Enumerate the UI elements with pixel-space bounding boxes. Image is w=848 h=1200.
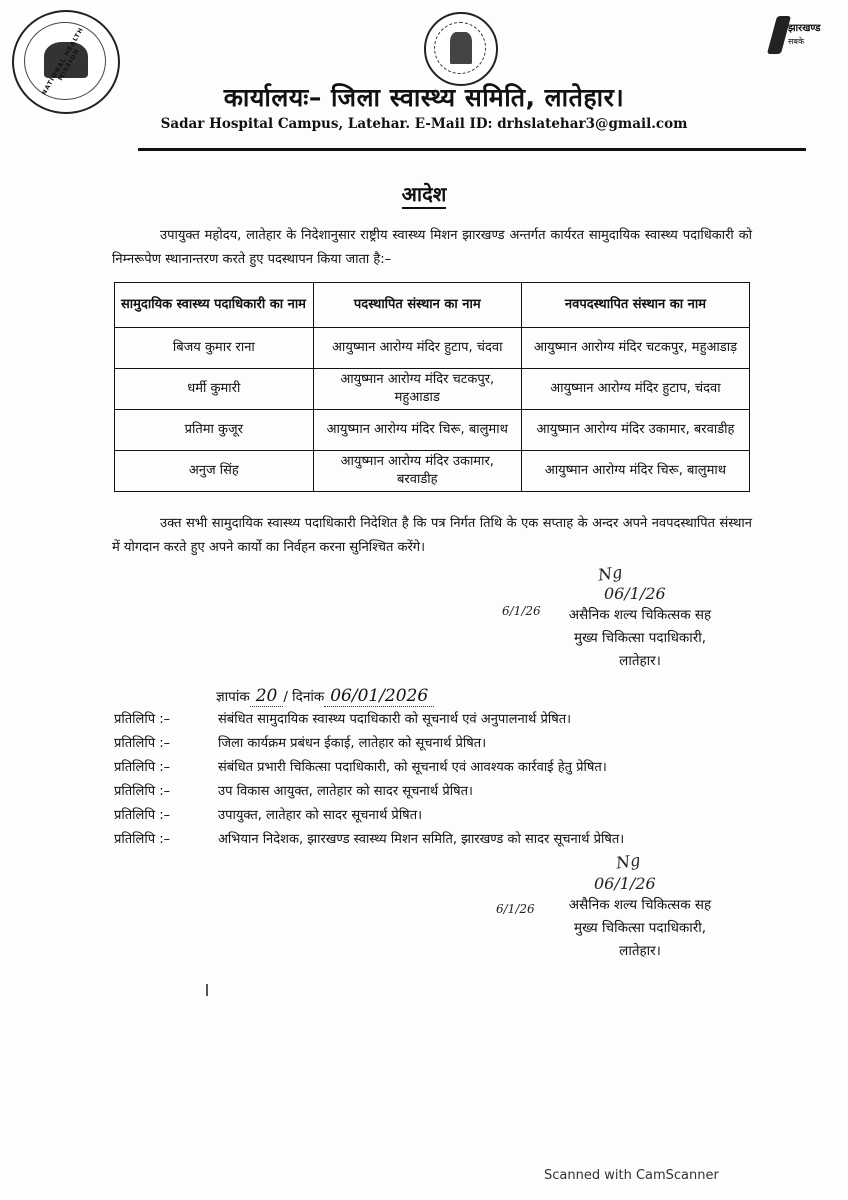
copy-line <box>114 710 774 730</box>
pen-mark <box>206 984 208 996</box>
office-name: कार्यालयः– जिला स्वास्थ्य समिति, लातेहार। <box>223 83 625 112</box>
officer-name: प्रतिमा कुजूर <box>115 410 314 451</box>
logo-text-line1: झारखण्ड <box>788 23 821 34</box>
signatory-place: लातेहार। <box>619 653 661 669</box>
new-post: आयुष्मान आरोग्य मंदिर हुटाप, चंदवा <box>521 369 749 410</box>
copy-label: प्रतिलिपि :– <box>114 808 171 823</box>
signatory-place: लातेहार। <box>619 943 661 959</box>
ashoka-emblem-icon <box>450 32 472 64</box>
officer-name: धर्मी कुमारी <box>115 369 314 410</box>
copy-text: जिला कार्यक्रम प्रबंधन ईकाई, लातेहार को सूचनार्थ प्रेषित। <box>218 736 487 751</box>
table-row <box>115 410 750 451</box>
officer-name: अनुज सिंह <box>115 451 314 492</box>
signature-date: 06/1/26 <box>594 874 656 893</box>
copy-text: संबंधित प्रभारी चिकित्सा पदाधिकारी, को सूचनार्थ एवं आवश्यक कार्रवाई हेतु प्रेषित। <box>218 760 607 775</box>
new-post: आयुष्मान आरोग्य मंदिर चटकपुर, महुआडाड़ <box>521 328 749 369</box>
header-new-post: नवपदस्थापित संस्थान का नाम <box>521 283 749 328</box>
current-post: आयुष्मान आरोग्य मंदिर चटकपुर, महुआडाड <box>313 369 521 410</box>
copy-label: प्रतिलिपि :– <box>114 760 171 775</box>
order-title <box>0 180 848 207</box>
signature-side-mark: 6/1/26 <box>502 604 541 618</box>
scanner-watermark: Scanned with CamScanner <box>544 1168 719 1183</box>
table-header-row <box>115 283 750 328</box>
new-post: आयुष्मान आरोग्य मंदिर चिरू, बालुमाथ <box>521 451 749 492</box>
header-divider <box>138 148 806 151</box>
officer-name: बिजय कुमार राना <box>115 328 314 369</box>
copy-line <box>114 830 774 850</box>
signature-initial: Ng <box>614 850 642 873</box>
logo-text-line2: सबके <box>788 37 805 46</box>
copy-line <box>114 806 774 826</box>
signatory-block <box>540 604 740 673</box>
copy-text: उपायुक्त, लातेहार को सादर सूचनार्थ प्रेषित। <box>218 808 423 823</box>
memo-line <box>216 686 434 706</box>
copy-label: प्रतिलिपि :– <box>114 712 171 727</box>
signatory-designation: मुख्य चिकित्सा पदाधिकारी, <box>573 920 707 936</box>
signatory-title: असैनिक शल्य चिकित्सक सह <box>568 607 712 623</box>
signatory-block <box>540 894 740 963</box>
jharkhand-emblem <box>424 12 498 86</box>
header-officer-name: सामुदायिक स्वास्थ्य पदाधिकारी का नाम <box>115 283 314 328</box>
new-post: आयुष्मान आरोग्य मंदिर उकामार, बरवाडीह <box>521 410 749 451</box>
memo-label: ज्ञापांक <box>216 689 250 705</box>
copy-line <box>114 782 774 802</box>
signature-date: 06/1/26 <box>604 584 666 603</box>
copy-line <box>114 734 774 754</box>
copy-text: संबंधित सामुदायिक स्वास्थ्य पदाधिकारी को सूचनार्थ एवं अनुपालनार्थ प्रेषित। <box>218 712 572 727</box>
table-row <box>115 328 750 369</box>
copy-text: अभियान निदेशक, झारखण्ड स्वास्थ्य मिशन समिति, झारखण्ड को सादर सूचनार्थ प्रेषित। <box>218 832 625 847</box>
copy-label: प्रतिलिपि :– <box>114 784 171 799</box>
order-intro: उपायुक्त महोदय, लातेहार के निदेशानुसार राष्ट्रीय स्वास्थ्य मिशन झारखण्ड अन्तर्गत कार्यरत सामुदायिक स्वास्थ्य पदाधिकारी को निम्नरूपेण स्थानान्तरण करते हुए पदस्थापन किया जाता है:– <box>112 228 752 267</box>
copy-text: उप विकास आयुक्त, लातेहार को सादर सूचनार्थ प्रेषित। <box>218 784 473 799</box>
office-address: Sadar Hospital Campus, Latehar. E-Mail ID: drhslatehar3@gmail.com <box>160 116 688 132</box>
current-post: आयुष्मान आरोग्य मंदिर हुटाप, चंदवा <box>313 328 521 369</box>
memo-number: 20 <box>250 686 284 707</box>
copy-label: प्रतिलिपि :– <box>114 736 171 751</box>
table-row <box>115 451 750 492</box>
transfer-table <box>114 282 750 492</box>
header-current-post: पदस्थापित संस्थान का नाम <box>313 283 521 328</box>
memo-date-label: / दिनांक <box>283 689 325 705</box>
jharkhand-health-logo <box>772 14 834 62</box>
signatory-title: असैनिक शल्य चिकित्सक सह <box>568 897 712 913</box>
current-post: आयुष्मान आरोग्य मंदिर उकामार, बरवाडीह <box>313 451 521 492</box>
copy-line <box>114 758 774 778</box>
copy-label: प्रतिलिपि :– <box>114 832 171 847</box>
signatory-designation: मुख्य चिकित्सा पदाधिकारी, <box>573 630 707 646</box>
table-row <box>115 369 750 410</box>
current-post: आयुष्मान आरोग्य मंदिर चिरू, बालुमाथ <box>313 410 521 451</box>
order-title-text: आदेश <box>402 182 447 209</box>
memo-date: 06/01/2026 <box>324 686 434 707</box>
signature-initial: Ng <box>596 562 624 585</box>
signature-side-mark: 6/1/26 <box>496 902 535 916</box>
nhm-logo-text: NATIONAL HEALTH MISSION <box>40 26 86 97</box>
order-direction: उक्त सभी सामुदायिक स्वास्थ्य पदाधिकारी निदेशित है कि पत्र निर्गत तिथि के एक सप्ताह के अन्दर अपने नवपदस्थापित संस्थान में योगदान करते हुए अपने कार्यो का निर्वहन करना सुनिश्चित करेंगे। <box>112 516 752 555</box>
